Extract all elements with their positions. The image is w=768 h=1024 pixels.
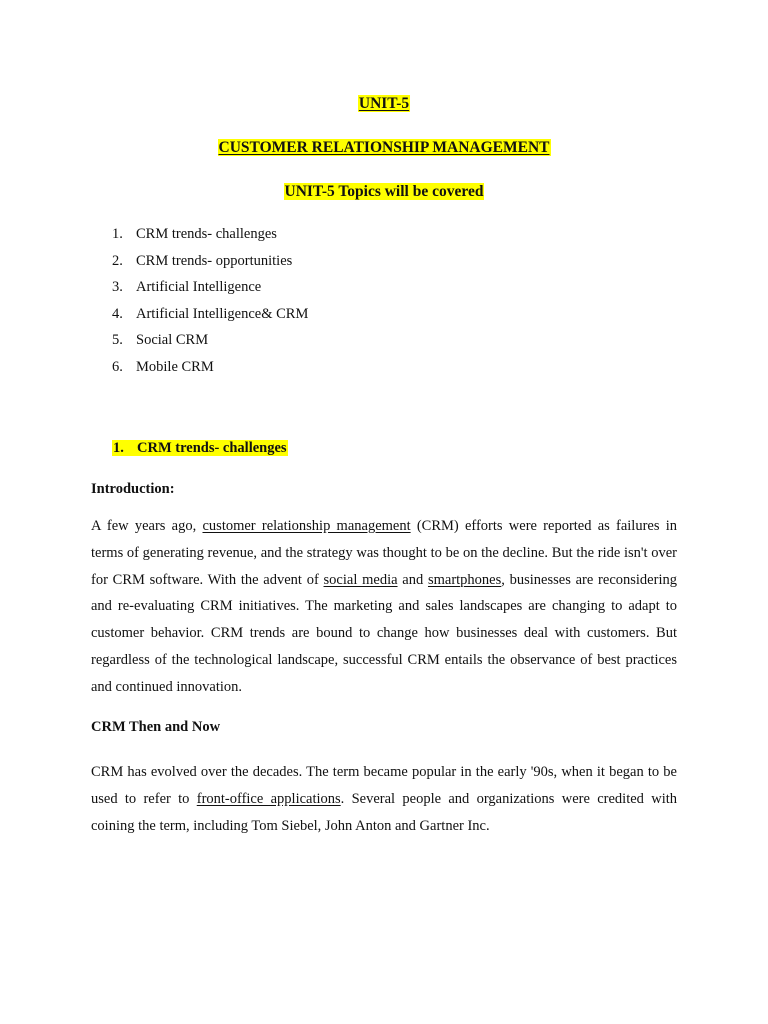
list-item: [112, 251, 308, 278]
section-heading-highlight: [112, 440, 288, 456]
paragraph-text: A few years ago,: [91, 518, 203, 534]
unit-title: [0, 94, 768, 114]
list-item-number: 4.: [112, 305, 123, 322]
list-item-number: 6.: [112, 358, 123, 375]
introduction-heading: Introduction:: [91, 481, 175, 497]
list-item-label: CRM trends- opportunities: [136, 252, 293, 269]
topics-list: [112, 224, 308, 384]
topics-heading-text: UNIT-5 Topics will be covered: [284, 183, 484, 200]
then-and-now-heading: CRM Then and Now: [91, 719, 221, 735]
list-item-label: CRM trends- challenges: [136, 226, 277, 242]
list-item: [112, 330, 308, 357]
list-item-label: Social CRM: [136, 332, 209, 349]
front-office-applications-link[interactable]: front-office applications: [196, 790, 341, 807]
paragraph-text: , businesses are reconsidering and re-evaluating CRM initiatives. The marketing and sales landscapes are changing to adapt to customer behavior. CRM trends are bound to change how businesses deal with customers. But regardless of the technological landscape, successful CRM entails the observance of best practices and continued innovation.: [91, 571, 677, 695]
list-item-label: Artificial Intelligence& CRM: [136, 305, 309, 322]
list-item-number: 5.: [112, 332, 123, 349]
list-item: [112, 304, 308, 331]
list-item: [112, 224, 308, 251]
paragraph-text: . Several people and organizations were credited with coining the term, including Tom Siebel, John Anton and Gartner Inc.: [91, 790, 678, 834]
customer-relationship-management-link[interactable]: customer relationship management: [202, 518, 411, 534]
paragraph-text: and: [397, 571, 428, 588]
list-item-number: 1.: [112, 226, 123, 242]
section-number: 1.: [113, 440, 124, 456]
social-media-link[interactable]: social media: [323, 571, 398, 588]
list-item: [112, 277, 308, 304]
introduction-paragraph: [91, 513, 677, 701]
section-heading: [112, 438, 288, 458]
then-and-now-paragraph: [91, 759, 677, 839]
unit-title-text: UNIT-5: [358, 95, 410, 112]
list-item-number: 3.: [112, 279, 123, 296]
list-item-number: 2.: [112, 252, 123, 269]
list-item: [112, 357, 308, 384]
smartphones-link[interactable]: smartphones: [427, 571, 502, 588]
paragraph-text: CRM has evolved over the decades. The term became popular in the early '90s, when it began to be used to refer to: [91, 764, 677, 807]
paragraph-text: (CRM) efforts were reported as failures in terms of generating revenue, and the strategy was thought to be on the decline. But the ride isn't over for CRM software. With the advent of: [91, 518, 678, 588]
topics-heading: [0, 182, 768, 202]
list-item-label: Mobile CRM: [136, 358, 214, 375]
subject-title: [0, 138, 768, 158]
section-title: CRM trends- challenges: [137, 440, 287, 456]
subject-title-text: CUSTOMER RELATIONSHIP MANAGEMENT: [218, 139, 550, 156]
list-item-label: Artificial Intelligence: [136, 279, 262, 296]
